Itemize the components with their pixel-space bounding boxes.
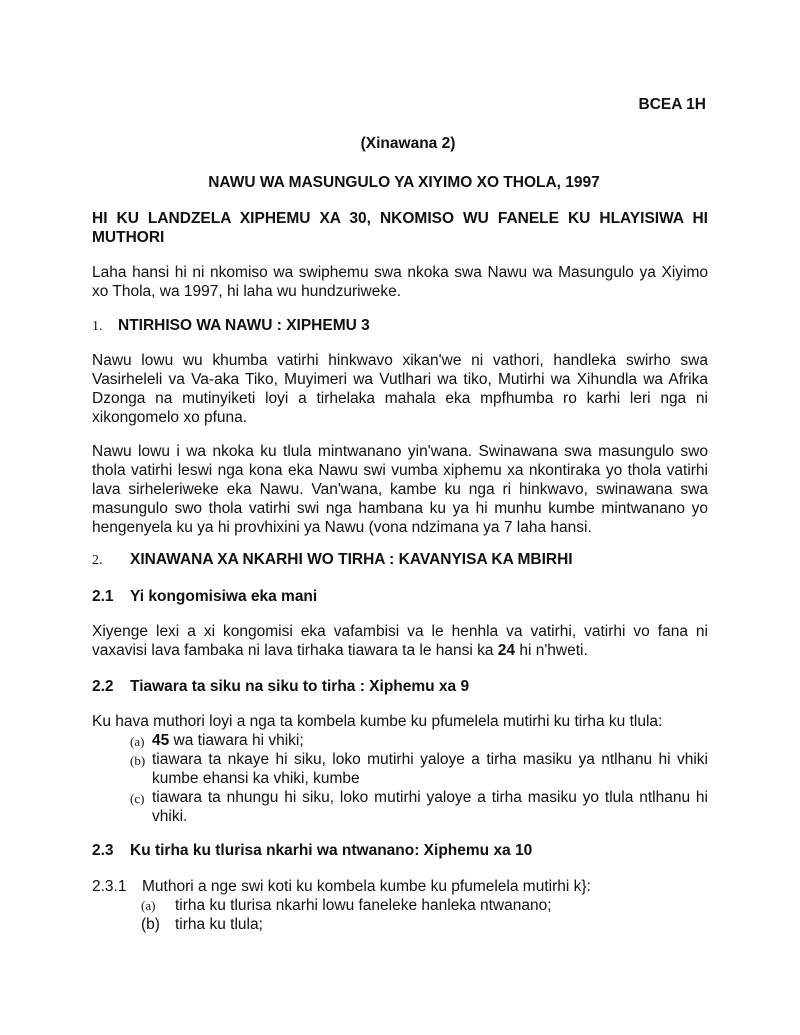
section-2-1-text: Xiyenge lexi a xi kongomisi eka vafambisi va le henhla va vatirhi, vatirhi vo fana ni vaxavisi lava fambaka ni lava tirhaka tiawara ta le hansi ka — [92, 623, 708, 659]
section-2-2-number: 2.2 — [92, 678, 114, 695]
list-item-text: tiawara ta nkaye hi siku, loko mutirhi yaloye a tirha masiku ya ntlhanu hi vhiki kumbe ehansi ka vhiki, kumbe — [152, 751, 708, 787]
section-1-title: NTIRHISO WA NAWU : XIPHEMU 3 — [118, 317, 370, 334]
list-item-label: (c) — [130, 791, 145, 806]
list-item-text: tirha ku tlula; — [175, 916, 263, 933]
list-item-label: (a) — [141, 898, 156, 913]
list-item-label: (b) — [130, 753, 146, 768]
list-item — [130, 731, 708, 750]
section-1-paragraph-1: Nawu lowu wu khumba vatirhi hinkwavo xikan'we ni vathori, handleka swirho swa Vasirheleli va Va-aka Tiko, Muyimeri wa Vutlhari wa tiko, Mutirhi wa Xihundla wa Afrika Dzonga na mutinyiketi loyi a tirhelaka mahala eka mpfhumba ro karhi leri nga ni xikongomelo xo pfuna. — [92, 352, 708, 426]
section-2-2-intro: Ku hava muthori loyi a nga ta kombela kumbe ku pfumelela mutirhi ku tirha ku tlula: — [92, 713, 663, 730]
list-item — [130, 788, 708, 826]
document-title: NAWU WA MASUNGULO YA XIYIMO XO THOLA, 1997 — [208, 174, 600, 191]
list-item-label: (a) — [130, 734, 145, 749]
section-2-1-title: Yi kongomisiwa eka mani — [130, 588, 318, 605]
section-2-1-heading — [92, 588, 317, 606]
document-code: BCEA 1H — [638, 96, 706, 113]
section-2-heading — [92, 551, 573, 569]
hours-value: 45 — [152, 732, 170, 749]
section-1-heading — [92, 317, 370, 335]
intro-paragraph: Laha hansi hi ni nkomiso wa swiphemu swa nkoka swa Nawu wa Masungulo ya Xiyimo xo Thola, wa 1997, hi laha wu hundzuriweke. — [92, 264, 708, 300]
list-item-text: wa tiawara hi vhiki; — [169, 732, 304, 749]
section-2-2-title: Tiawara ta siku na siku to tirha : Xiphemu xa 9 — [130, 678, 470, 695]
list-item-text: tirha ku tlurisa nkarhi lowu faneleke hanleka ntwanano; — [175, 897, 552, 914]
list-item — [141, 915, 701, 934]
document-subtitle: HI KU LANDZELA XIPHEMU XA 30, NKOMISO WU FANELE KU HLAYISIWA HI MUTHORI — [92, 210, 708, 246]
section-2-number: 2. — [92, 553, 103, 568]
annex-label: (Xinawana 2) — [360, 135, 456, 152]
section-2-1-number: 2.1 — [92, 588, 114, 605]
section-2-title: XINAWANA XA NKARHI WO TIRHA : KAVANYISA KA MBIRHI — [130, 551, 573, 568]
section-2-1-paragraph — [92, 622, 708, 660]
list-item-text: tiawara ta nhungu hi siku, loko mutirhi yaloye a tirha masiku yo tlula ntlhanu hi vhiki. — [152, 789, 708, 825]
section-2-3-1-text: Muthori a nge swi koti ku kombela kumbe ku pfumelela mutirhi k}: — [142, 878, 591, 895]
section-1-number: 1. — [92, 319, 103, 334]
list-item — [130, 750, 708, 788]
section-1-paragraph-2: Nawu lowu i wa nkoka ku tlula mintwanano yin'wana. Swinawana swa masungulo swo thola vatirhi leswi nga kona eka Nawu swi vumba xiphemu xa nkontiraka yo thola vatirhi lava sirheleriweke eka Nawu. Van'wana, kambe ku nga ri hinkwavo, swinawana swa masungulo swo thola vatirhi swi nga hambana ku ya hi munhu kumbe mintwanano yo hengenyela ku ya hi provhixini ya Nawu (vona ndzimana ya 7 laha hansi. — [92, 443, 708, 536]
section-2-2-heading — [92, 678, 469, 696]
list-item-label: (b) — [141, 916, 160, 933]
section-2-3-1 — [92, 877, 708, 896]
section-2-3-number: 2.3 — [92, 842, 114, 859]
section-2-3-1-number: 2.3.1 — [92, 878, 127, 895]
section-2-1-text-end: hi n'hweti. — [515, 642, 588, 659]
list-item — [141, 896, 701, 915]
section-2-3-title: Ku tirha ku tlurisa nkarhi wa ntwanano: Xiphemu xa 10 — [130, 842, 533, 859]
section-2-1-hours: 24 — [497, 642, 516, 659]
section-2-3-heading — [92, 842, 532, 860]
